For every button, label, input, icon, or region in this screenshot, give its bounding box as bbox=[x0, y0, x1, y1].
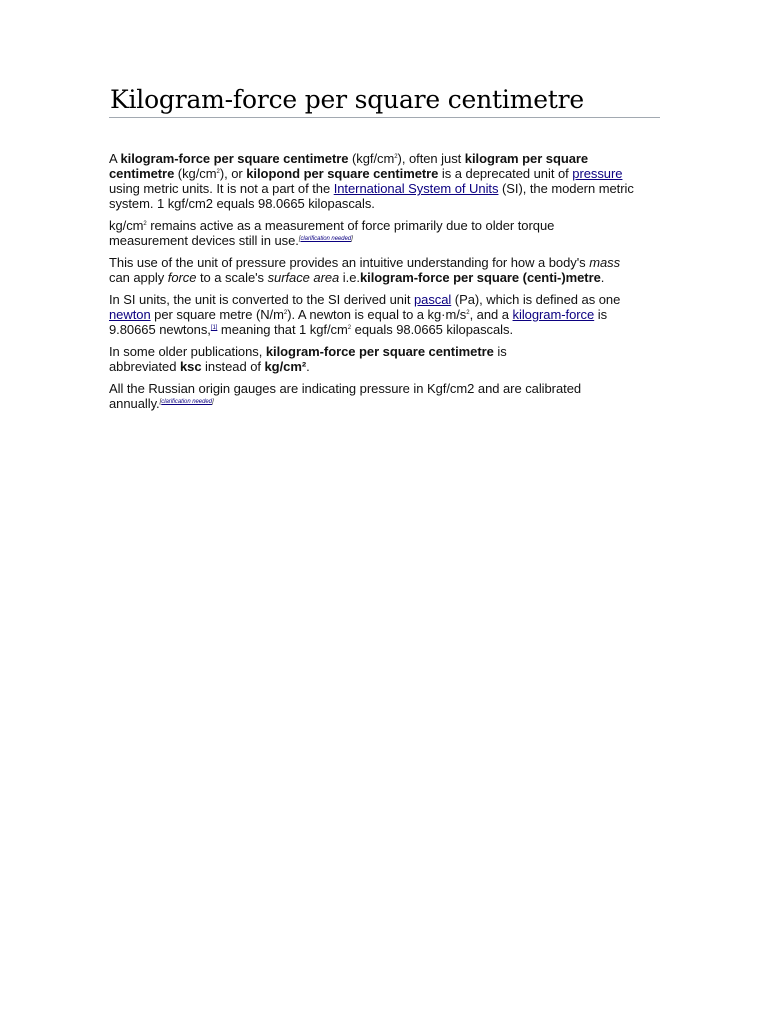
link-international-system-of-units[interactable]: International System of Units bbox=[333, 181, 499, 196]
page-title: Kilogram-force per square centimetre bbox=[110, 85, 584, 114]
clarification-needed-note: [clarification needed] bbox=[298, 236, 353, 242]
link-pressure[interactable]: pressure bbox=[572, 166, 623, 181]
bold-term-kg-cm2: kg/cm² bbox=[264, 359, 307, 374]
paragraph-si-units: In SI units, the unit is converted to the SI derived unit pascal (Pa), which is defined as one newton per square metre $(N/m^2)$. A newton is equal to a $kg\cdot m/s^2$, and a kilogram-force is 9.80665 newtons,[1] meaning that 1 kgf/$cm^2$ equals 98.0665 kilopascals. bbox=[109, 292, 621, 337]
bold-term-centi-metre: kilogram-force per square (centi-)metre bbox=[359, 270, 601, 285]
bold-term-kgf-per-cm2: kilogram-force per square centimetre bbox=[120, 151, 349, 166]
article bbox=[109, 84, 660, 418]
bold-term-kgf-per-cm2-repeat: kilogram-force per square centimetre bbox=[265, 344, 494, 359]
title-divider bbox=[109, 117, 660, 118]
paragraph-abbreviation: In some older publications, kilogram-force per square centimetre is abbreviated ksc instead of kg/cm². bbox=[109, 344, 507, 374]
reference-1-link[interactable]: [1] bbox=[210, 325, 218, 331]
paragraph-russian-gauges: All the Russian origin gauges are indicating pressure in Kgf/cm2 and are calibrated annually.[clarification needed] bbox=[109, 381, 582, 411]
bold-term-kilopond: kilopond per square centimetre bbox=[246, 166, 439, 181]
paragraph-intro: A kilogram-force per square centimetre $(kgf/cm^2)$, often just kilogram per square centimetre $(kg/cm^2)$, or kilopond per square centimetre is a deprecated unit of pressure using metric units. It is not a part of the International System of Units (SI), the modern metric system. 1 kgf/cm2 equals 98.0665 kilopascals. bbox=[109, 151, 634, 211]
clarification-needed-note-2: [clarification needed] bbox=[159, 399, 214, 405]
bold-term-ksc: ksc bbox=[179, 359, 202, 374]
clarification-needed-link[interactable]: clarification needed bbox=[300, 236, 352, 242]
link-pascal[interactable]: pascal bbox=[413, 292, 452, 307]
link-kilogram-force[interactable]: kilogram-force bbox=[512, 307, 595, 322]
bold-term-kg-per-cm2: kilogram per square centimetre bbox=[109, 151, 589, 181]
clarification-needed-link-2[interactable]: clarification needed bbox=[161, 399, 212, 405]
paragraph-torque: $kg/cm^2$ remains active as a measurement of force primarily due to older torque measurement devices still in use.[clarification needed] bbox=[109, 218, 555, 248]
link-newton[interactable]: newton bbox=[109, 307, 151, 322]
paragraph-intuitive: This use of the unit of pressure provides an intuitive understanding for how a body's mass can apply force to a scale's surface area i.e.kilogram-force per square (centi-)metre. bbox=[109, 255, 621, 285]
